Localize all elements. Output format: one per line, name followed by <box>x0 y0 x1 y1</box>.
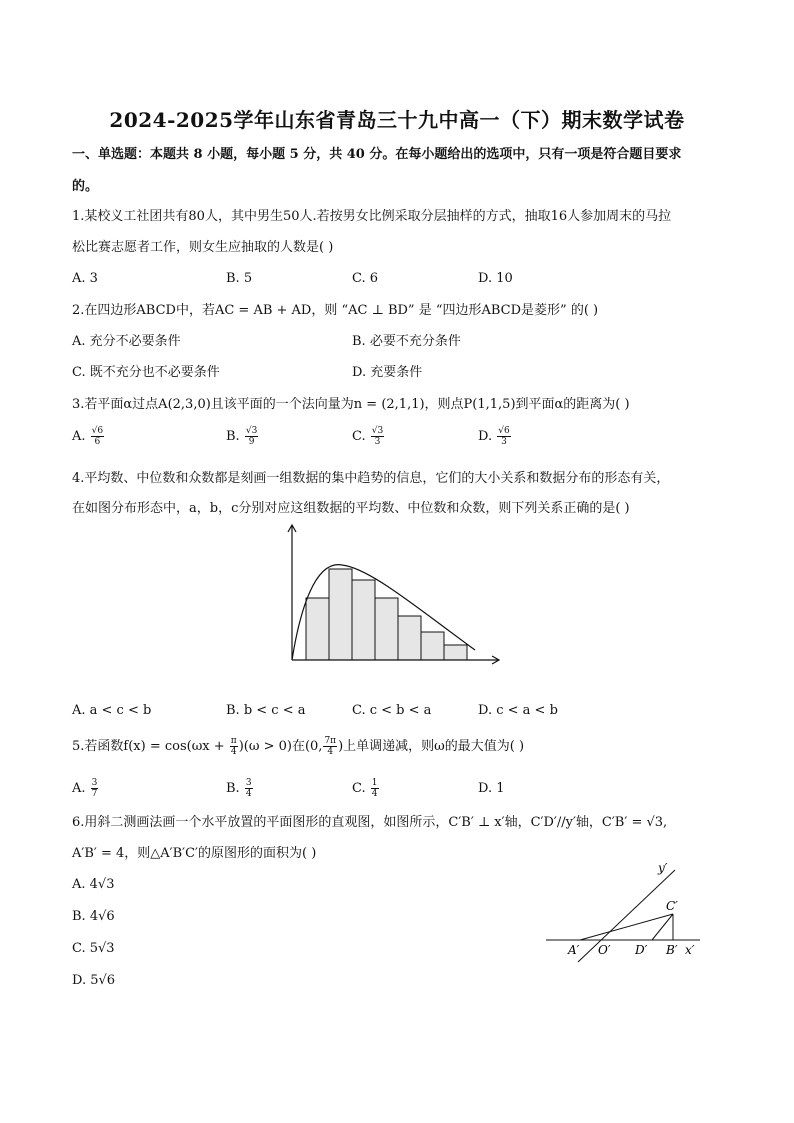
q5-fraction-2: $\frac{7\pi}{4}$ <box>324 736 337 757</box>
label-o-prime: O′ <box>598 943 611 957</box>
q6-option-d: D. 5√6 <box>72 973 116 988</box>
segment-a-c <box>580 914 673 940</box>
histogram-bar <box>421 632 444 660</box>
q2-option-d: D. 充要条件 <box>352 365 423 380</box>
q5-option-a: A. $\frac{3}{7}$ <box>72 778 98 799</box>
q6-option-c: C. 5√3 <box>72 941 115 956</box>
q3-option-a <box>72 426 105 447</box>
q3-option-b-label: B. <box>226 429 240 444</box>
q1-option-c: C. 6 <box>352 271 379 286</box>
q5-middle: )(ω > 0)在(0, <box>238 739 323 754</box>
q5-option-d: D. 1 <box>478 781 505 796</box>
q3-option-a-label: A. <box>72 429 86 444</box>
q4-option-b: B. b < c < a <box>226 703 306 718</box>
section-heading: 一、单选题：本题共 8 小题，每小题 5 分，共 40 分。在每小题给出的选项中，只有一项是符合题目要求 <box>72 147 682 162</box>
q3-line1: 3.若平面α过点A(2,3,0)且该平面的一个法向量为n = (2,1,1)，则点P(1,1,5)到平面α的距离为( ) <box>72 397 630 412</box>
histogram-bar <box>398 616 421 660</box>
histogram-bar <box>352 580 375 660</box>
histogram-bar <box>306 598 329 660</box>
q5-option-c-fraction: $\frac{1}{4}$ <box>371 778 378 799</box>
label-x-prime: x′ <box>685 943 695 957</box>
q5-option-c: C. $\frac{1}{4}$ <box>352 778 378 799</box>
histogram-bar <box>375 598 398 660</box>
y-prime-axis <box>578 870 675 962</box>
q5-fraction-1: $\frac{\pi}{4}$ <box>230 736 237 757</box>
q1-line1: 1.某校义工社团共有80人，其中男生50人.若按男女比例采取分层抽样的方式，抽取16人参加周末的马拉 <box>72 209 672 224</box>
histogram-bars <box>306 569 467 660</box>
q2-line1: 2.在四边形ABCD中，若AC = AB + AD，则 “AC ⊥ BD” 是 “四边形ABCD是菱形” 的( ) <box>72 303 599 318</box>
q1-option-d: D. 10 <box>478 271 513 286</box>
q3-option-d <box>478 426 512 447</box>
q6-oblique-figure <box>540 852 710 982</box>
label-b-prime: B′ <box>666 943 678 957</box>
label-a-prime: A′ <box>568 943 580 957</box>
q6-line1: 6.用斜二测画法画一个水平放置的平面图形的直观图，如图所示，C′B′ ⊥ x′轴，C′D′//y′轴，C′B′ = √3, <box>72 815 668 830</box>
q6-line2: A′B′ = 4，则△A′B′C′的原图形的面积为( ) <box>72 846 317 861</box>
q2-option-a: A. 充分不必要条件 <box>72 334 181 349</box>
label-d-prime: D′ <box>635 943 648 957</box>
q3-option-a-fraction: $\frac{√6}{6}$ <box>91 426 104 447</box>
q3-option-c-label: C. <box>352 429 366 444</box>
q3-option-d-label: D. <box>478 429 493 444</box>
q5-option-b: B. $\frac{3}{4}$ <box>226 778 252 799</box>
q4-histogram-figure <box>280 520 506 670</box>
q5-option-b-fraction: $\frac{3}{4}$ <box>245 778 252 799</box>
q4-option-d: D. c < a < b <box>478 703 558 718</box>
q4-line2: 在如图分布形态中，a，b，c分别对应这组数据的平均数、中位数和众数，则下列关系正确的是( ) <box>72 501 630 516</box>
label-y-prime: y′ <box>658 861 668 875</box>
q5-suffix: )上单调递减，则ω的最大值为( ) <box>338 739 525 754</box>
q1-option-b: B. 5 <box>226 271 253 286</box>
q4-option-c: C. c < b < a <box>352 703 432 718</box>
q4-option-a: A. a < c < b <box>72 703 152 718</box>
q4-line1: 4.平均数、中位数和众数都是刻画一组数据的集中趋势的信息，它们的大小关系和数据分布的形态有关， <box>72 471 670 486</box>
segment-d-c <box>652 914 673 940</box>
histogram-bar <box>444 645 467 660</box>
histogram-bar <box>329 569 352 660</box>
q1-option-a: A. 3 <box>72 271 98 286</box>
exam-title: 2024-2025学年山东省青岛三十九中高一（下）期末数学试卷 <box>109 108 685 132</box>
q6-option-b: B. 4√6 <box>72 909 115 924</box>
q3-option-d-fraction: $\frac{√6}{3}$ <box>498 426 510 447</box>
q3-option-c <box>352 426 385 447</box>
q2-option-c: C. 既不充分也不必要条件 <box>72 365 220 380</box>
q5-prefix: 5.若函数f(x) = cos(ωx + <box>72 739 229 754</box>
q5-option-a-fraction: $\frac{3}{7}$ <box>91 778 98 799</box>
q1-line2: 松比赛志愿者工作，则女生应抽取的人数是( ) <box>72 240 334 255</box>
section-heading-cont: 的。 <box>72 179 99 194</box>
q5-line1 <box>72 736 524 757</box>
q3-option-b <box>226 426 259 447</box>
q2-option-b: B. 必要不充分条件 <box>352 334 461 349</box>
q3-option-b-fraction: $\frac{√3}{9}$ <box>245 426 258 447</box>
q3-option-c-fraction: $\frac{√3}{3}$ <box>371 426 384 447</box>
label-c-prime: C′ <box>666 899 678 913</box>
q6-option-a: A. 4√3 <box>72 877 115 892</box>
